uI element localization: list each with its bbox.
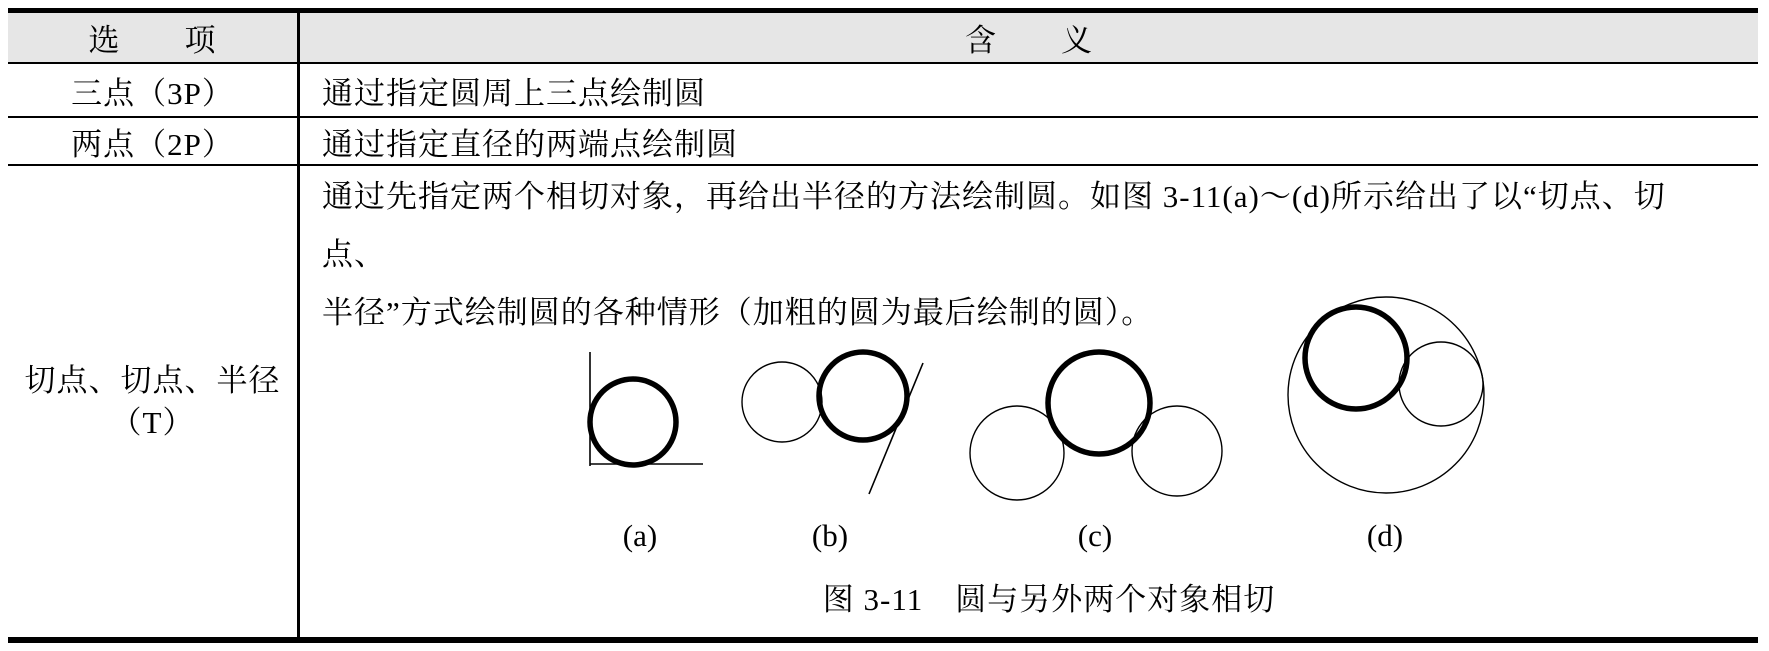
figure-caption: 图 3-11 圆与另外两个对象相切 <box>822 582 1276 617</box>
meaning-ttr-line2: 半径”方式绘制圆的各种情形（加粗的圆为最后绘制的圆）。 <box>322 295 1154 330</box>
table-bottom-border <box>8 637 1758 643</box>
meaning-ttr-line1: 通过先指定两个相切对象，再给出半径的方法绘制圆。如图 3-11(a)～(d)所示给出了以“切点、切点、 <box>322 179 1666 272</box>
figure-label-d: (d) <box>1366 518 1404 553</box>
option-ttr-line1: 切点、切点、半径 <box>24 363 281 398</box>
meaning-cell-3p: 通过指定圆周上三点绘制圆 <box>322 75 706 111</box>
header-cell-meaning: 含 义 <box>965 23 1093 58</box>
row-separator-line <box>8 164 1758 166</box>
header-cell-option: 选 项 <box>88 23 217 58</box>
meaning-cell-2p: 通过指定直径的两端点绘制圆 <box>322 126 738 162</box>
option-cell-3p: 三点（3P） <box>71 75 234 111</box>
tangent-circles-diagram <box>300 258 1760 520</box>
figure-label-a: (a) <box>622 518 658 553</box>
figure-label-b: (b) <box>811 518 849 553</box>
option-ttr-line2: （T） <box>110 405 195 440</box>
option-cell-2p: 两点（2P） <box>71 126 234 162</box>
option-cell-ttr <box>8 167 297 637</box>
figure-label-c: (c) <box>1077 518 1113 553</box>
